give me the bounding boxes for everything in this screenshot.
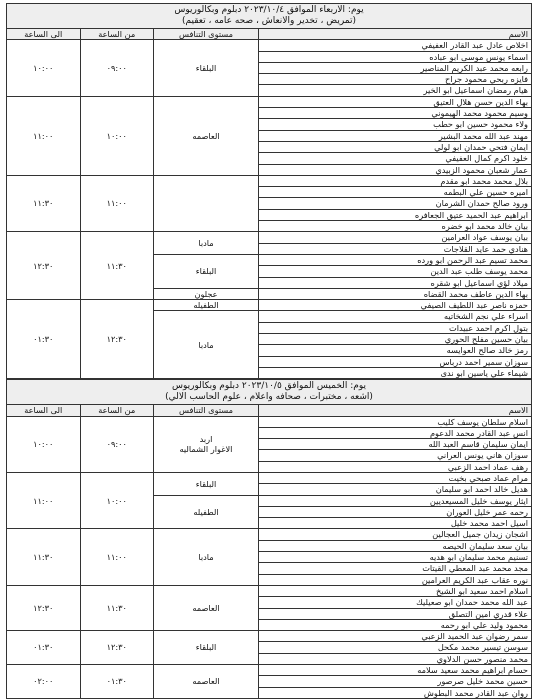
time-from: ١١:٣٠ xyxy=(80,585,154,630)
col-level-header: مستوى التنافس xyxy=(154,29,259,40)
student-name: اسماء يونس موسى ابو عباده xyxy=(259,51,532,62)
student-name: حسين محمد خليل صرصور xyxy=(259,676,532,687)
student-name: اشجان زيدان جميل العجالين xyxy=(259,529,532,540)
time-from: ١١:٠٠ xyxy=(80,175,154,231)
time-from: ٠١:٣٠ xyxy=(80,665,154,699)
student-name: ايمان فتحي حمدان ابو لولي xyxy=(259,141,532,152)
student-name: مرام عماد صبحي بخيت xyxy=(259,472,532,483)
time-to: ١١:٣٠ xyxy=(7,175,81,231)
student-name: بيان حسين مفلح الحوري xyxy=(259,334,532,345)
table-row xyxy=(7,96,532,107)
competition-level: العاصمه xyxy=(154,96,259,175)
student-name: سوسن تيسير محمد مكحل xyxy=(259,642,532,653)
time-from: ١١:٣٠ xyxy=(80,232,154,300)
student-name: ايثار يوسف خليل المسيعديين xyxy=(259,495,532,506)
time-to: ١١:٣٠ xyxy=(7,529,81,585)
col-name-header: الاسم xyxy=(259,29,532,40)
time-from: ٠٩:٠٠ xyxy=(80,416,154,472)
table-row xyxy=(7,232,532,243)
student-name: اسراء علي نجم الشخاتيه xyxy=(259,311,532,322)
student-name: فايزه ربحي محمود جراح xyxy=(259,74,532,85)
student-name: بلال محمد محمد ابو مقدم xyxy=(259,175,532,186)
student-name: خلود اكرم كمال العفيفي xyxy=(259,153,532,164)
student-name: مجد محمد عبد المعطي القيتات xyxy=(259,563,532,574)
student-name: علاء قدري امين التصلق xyxy=(259,608,532,619)
time-to: ١١:٠٠ xyxy=(7,472,81,528)
student-name: حمزه ناصر عبد اللطيف الصيفي xyxy=(259,300,532,311)
student-name: عمار شعبان محمود الزبيدي xyxy=(259,164,532,175)
student-name: رابعه محمد عبد الكريم المناصير xyxy=(259,62,532,73)
student-name: ابراهيم عبد الحميد عتيق الجعافره xyxy=(259,209,532,220)
competition-level: البلقاء xyxy=(154,631,259,665)
table-row xyxy=(7,416,532,427)
student-name: بهاء الدين عاطف محمد القضاه xyxy=(259,288,532,299)
student-name: بيان خالد محمد ابو خضره xyxy=(259,221,532,232)
time-to: ٠١:٣٠ xyxy=(7,631,81,665)
student-name: محمد يوسف طلب عبد الدين xyxy=(259,266,532,277)
time-from: ١٠:٠٠ xyxy=(80,472,154,528)
time-to: ٠٢:٠٠ xyxy=(7,665,81,699)
student-name: هيام رمضان اسماعيل ابو الخير xyxy=(259,85,532,96)
competition-level: الطفيله xyxy=(154,495,259,529)
day1-title: يوم: الاربعاء الموافق ٢٠٢٣/١٠/٤ دبلوم وبكالوريوس xyxy=(174,5,364,15)
day1-table xyxy=(6,28,532,379)
student-name: حسام ابراهيم محمد سعيد سلامه xyxy=(259,665,532,676)
table-row xyxy=(7,529,532,540)
student-name: اخلاص عادل عبد القادر العفيفي xyxy=(259,40,532,51)
student-name: بتول اكرم احمد عبيدات xyxy=(259,322,532,333)
table-row xyxy=(7,585,532,596)
student-name: تسنيم محمد سليمان ابو هديه xyxy=(259,552,532,563)
competition-level: مادبا xyxy=(154,311,259,379)
student-name: اسيل احمد محمد خليل xyxy=(259,518,532,529)
day2-section xyxy=(6,379,532,699)
student-name: هديل خالد احمد ابو سليمان xyxy=(259,484,532,495)
day2-title: يوم: الخميس الموافق ٢٠٢٣/١٠/٥ دبلوم وبكالوريوس xyxy=(172,381,366,392)
time-from: ١٢:٣٠ xyxy=(80,300,154,379)
student-name: محمد تسيم عبد الرحمن ابو ورده xyxy=(259,254,532,265)
col-to-header: الى الساعة xyxy=(7,405,81,416)
time-to: ١٠:٠٠ xyxy=(7,40,81,96)
competition-level: مادبا xyxy=(154,529,259,585)
student-name: رهف عماد احمد الزعبي xyxy=(259,461,532,472)
table-row xyxy=(7,472,532,483)
time-to: ١٢:٣٠ xyxy=(7,232,81,300)
table-row xyxy=(7,40,532,51)
student-name: بيان يوسف عواد العرامين xyxy=(259,232,532,243)
col-from-header: من الساعة xyxy=(80,405,154,416)
student-name: مهند عبد الله محمد البشير xyxy=(259,130,532,141)
day1-header xyxy=(6,3,532,28)
col-from-header: من الساعة xyxy=(80,29,154,40)
student-name: عبد الله محمد حمدان ابو صعيليك xyxy=(259,597,532,608)
table-row xyxy=(7,300,532,311)
student-name: اسلام سلطان يوسف كليب xyxy=(259,416,532,427)
time-from: ٠٩:٠٠ xyxy=(80,40,154,96)
competition-level: البلقاء xyxy=(154,254,259,288)
student-name: ورود صالح حمدان الشرمان xyxy=(259,198,532,209)
competition-level: البلقاء xyxy=(154,40,259,96)
day1-header-row xyxy=(7,29,532,40)
competition-level: الطفيله xyxy=(154,300,259,311)
competition-level: البلقاء xyxy=(154,472,259,495)
student-name: اسلام احمد سعيد ابو الشيخ xyxy=(259,585,532,596)
student-name: سمر رضوان عبد الحميد الزعبي xyxy=(259,631,532,642)
table-row xyxy=(7,665,532,676)
student-name: ميلاد لؤي اسماعيل ابو شقره xyxy=(259,277,532,288)
col-name-header: الاسم xyxy=(259,405,532,416)
competition-level: اربد الاغوار الشماليه xyxy=(154,416,259,472)
time-from: ١١:٠٠ xyxy=(80,529,154,585)
day1-section xyxy=(6,3,532,379)
table-row xyxy=(7,631,532,642)
time-to: ١١:٠٠ xyxy=(7,96,81,175)
student-name: شيماء علي ياسين ابو ندى xyxy=(259,367,532,378)
student-name: نوره عقاب عبد الكريم العرامين xyxy=(259,574,532,585)
student-name: ايمان سليمان قاسم العبد الله xyxy=(259,439,532,450)
time-to: ١٠:٠٠ xyxy=(7,416,81,472)
student-name: رحمه عمر خليل العوران xyxy=(259,506,532,517)
competition-level xyxy=(154,175,259,231)
student-name: اميره حسين علي البطمه xyxy=(259,187,532,198)
time-to: ١٢:٣٠ xyxy=(7,585,81,630)
student-name: محمود وليد علي ابو رحمه xyxy=(259,619,532,630)
day1-subtitle: (تمريض ، تخدير والانعاش ، صحه عامه ، تعقيم) xyxy=(181,16,357,26)
competition-level: العاصمه xyxy=(154,585,259,630)
student-name: هنادي حمد عايد القلاجات xyxy=(259,243,532,254)
competition-level: مادبا xyxy=(154,232,259,255)
student-name: روان عبد القادر محمد البطوش xyxy=(259,687,532,698)
student-name: ولاء محمود حسين ابو حطب xyxy=(259,119,532,130)
student-name: وسيم محمود محمد الهيموني xyxy=(259,108,532,119)
student-name: سوزان هاني يونس العراني xyxy=(259,450,532,461)
student-name: بيان سعد سليمان الحيصه xyxy=(259,540,532,551)
table-row xyxy=(7,175,532,186)
day2-table xyxy=(6,404,532,699)
student-name: بهاء الدين حسن هلال العتيق xyxy=(259,96,532,107)
day2-header-row xyxy=(7,405,532,416)
student-name: محمد منصور حسن الدلاوي xyxy=(259,653,532,664)
time-from: ١٢:٣٠ xyxy=(80,631,154,665)
competition-level: عجلون xyxy=(154,288,259,299)
time-from: ١٠:٠٠ xyxy=(80,96,154,175)
col-level-header: مستوى التنافس xyxy=(154,405,259,416)
student-name: سوزان سمير احمد درباس xyxy=(259,356,532,367)
schedule-page xyxy=(6,3,532,699)
time-to: ٠١:٣٠ xyxy=(7,300,81,379)
student-name: رمز خالد صالح العوايسه xyxy=(259,345,532,356)
competition-level: العاصمه xyxy=(154,665,259,699)
day2-subtitle: (اشعه ، مختبرات ، صحافه واعلام ، علوم الحاسب الالي) xyxy=(165,392,373,403)
col-to-header: الى الساعة xyxy=(7,29,81,40)
student-name: انس عبد القادر محمد الدعوم xyxy=(259,427,532,438)
day2-header xyxy=(6,379,532,404)
